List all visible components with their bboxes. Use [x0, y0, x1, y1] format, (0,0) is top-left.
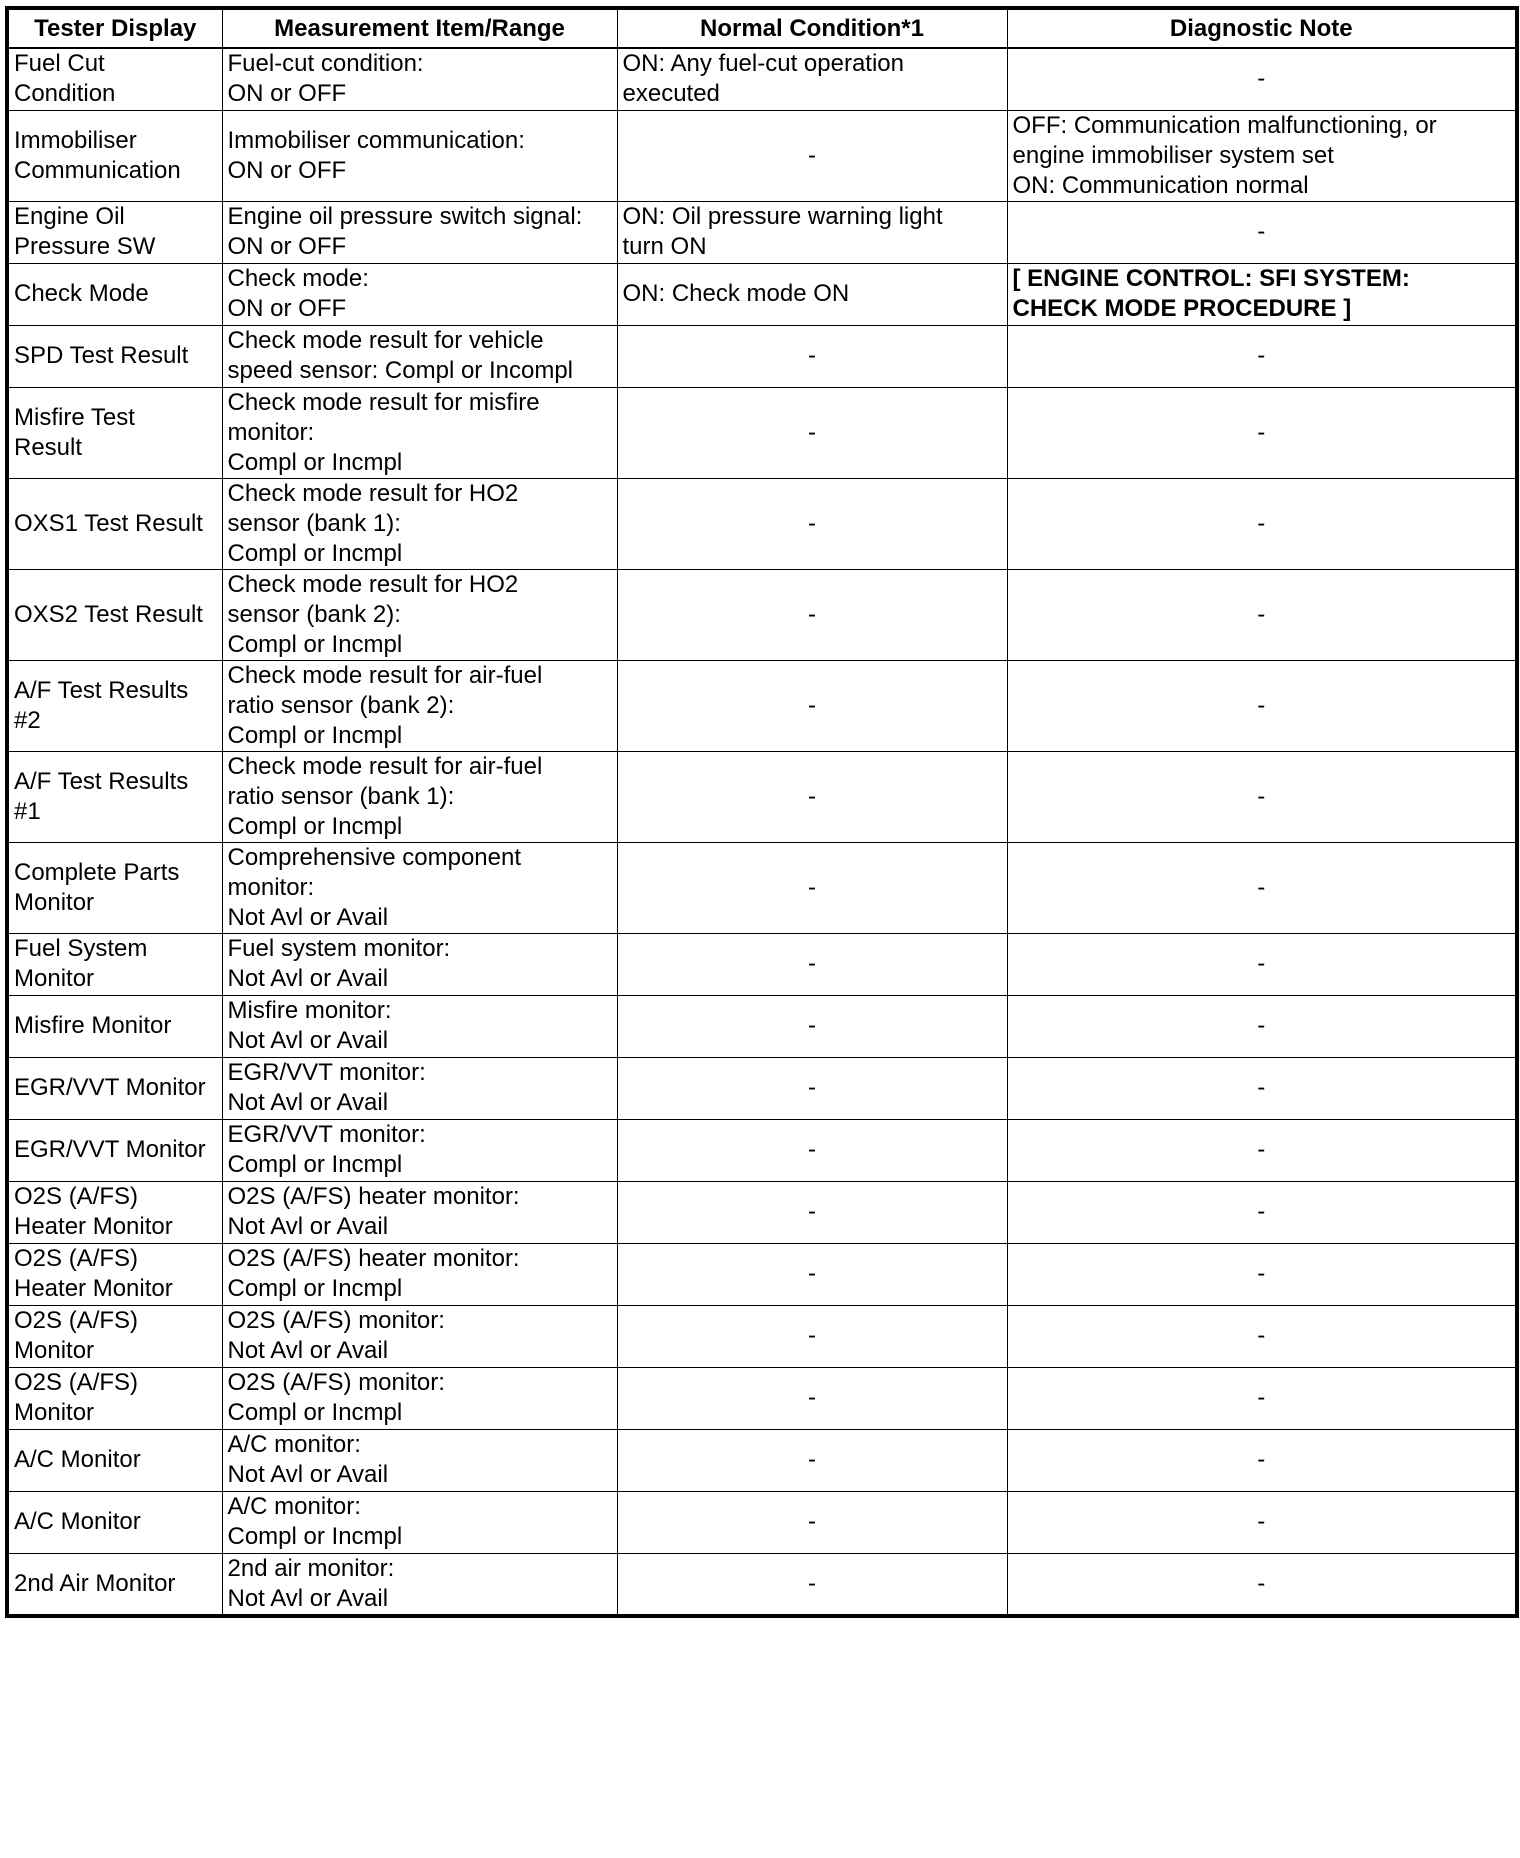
table-row — [7, 751, 1517, 842]
cell-tester-display: EGR/VVT Monitor — [7, 1119, 222, 1181]
cell-measurement-range: Check mode result for HO2 sensor (bank 2): Compl or Incmpl — [222, 569, 617, 660]
table-row — [7, 478, 1517, 569]
cell-normal-condition: - — [617, 933, 1007, 995]
cell-diagnostic-note: - — [1007, 1181, 1517, 1243]
data-list-table — [5, 6, 1519, 1618]
cell-normal-condition: ON: Check mode ON — [617, 263, 1007, 325]
cell-tester-display: Misfire Monitor — [7, 995, 222, 1057]
table-row — [7, 660, 1517, 751]
cell-normal-condition: - — [617, 110, 1007, 201]
cell-measurement-range: O2S (A/FS) heater monitor: Not Avl or Avail — [222, 1181, 617, 1243]
table-row — [7, 1553, 1517, 1616]
cell-measurement-range: Misfire monitor: Not Avl or Avail — [222, 995, 617, 1057]
table-row — [7, 1367, 1517, 1429]
cell-normal-condition: - — [617, 569, 1007, 660]
table-row — [7, 1181, 1517, 1243]
cell-normal-condition: - — [617, 995, 1007, 1057]
cell-measurement-range: Check mode: ON or OFF — [222, 263, 617, 325]
cell-normal-condition: - — [617, 478, 1007, 569]
cell-tester-display: O2S (A/FS) Heater Monitor — [7, 1181, 222, 1243]
cell-normal-condition: - — [617, 1367, 1007, 1429]
cell-normal-condition: - — [617, 387, 1007, 478]
cell-measurement-range: Check mode result for air-fuel ratio sensor (bank 2): Compl or Incmpl — [222, 660, 617, 751]
cell-diagnostic-note: - — [1007, 842, 1517, 933]
cell-normal-condition: - — [617, 751, 1007, 842]
cell-tester-display: OXS1 Test Result — [7, 478, 222, 569]
cell-measurement-range: Immobiliser communication: ON or OFF — [222, 110, 617, 201]
cell-tester-display: Fuel System Monitor — [7, 933, 222, 995]
cell-diagnostic-note: - — [1007, 1491, 1517, 1553]
cell-tester-display: O2S (A/FS) Monitor — [7, 1305, 222, 1367]
cell-diagnostic-note: - — [1007, 1057, 1517, 1119]
table-header — [7, 8, 1517, 48]
cell-diagnostic-note: - — [1007, 1553, 1517, 1616]
table-row — [7, 995, 1517, 1057]
cell-normal-condition: ON: Oil pressure warning light turn ON — [617, 201, 1007, 263]
cell-measurement-range: EGR/VVT monitor: Compl or Incmpl — [222, 1119, 617, 1181]
cell-measurement-range: O2S (A/FS) monitor: Compl or Incmpl — [222, 1367, 617, 1429]
cell-normal-condition: - — [617, 1491, 1007, 1553]
cell-tester-display: EGR/VVT Monitor — [7, 1057, 222, 1119]
cell-normal-condition: - — [617, 1305, 1007, 1367]
cell-tester-display: O2S (A/FS) Monitor — [7, 1367, 222, 1429]
table-row — [7, 1491, 1517, 1553]
cell-measurement-range: Check mode result for vehicle speed sensor: Compl or Incompl — [222, 325, 617, 387]
cell-normal-condition: - — [617, 1429, 1007, 1491]
cell-measurement-range: Fuel system monitor: Not Avl or Avail — [222, 933, 617, 995]
table-body — [7, 48, 1517, 1616]
cell-tester-display: Check Mode — [7, 263, 222, 325]
cell-tester-display: A/F Test Results #2 — [7, 660, 222, 751]
cell-diagnostic-note: - — [1007, 933, 1517, 995]
cell-diagnostic-note: - — [1007, 201, 1517, 263]
cell-tester-display: 2nd Air Monitor — [7, 1553, 222, 1616]
cell-tester-display: SPD Test Result — [7, 325, 222, 387]
header-measurement-item: Measurement Item/Range — [222, 8, 617, 48]
cell-normal-condition: - — [617, 660, 1007, 751]
cell-diagnostic-note: [ ENGINE CONTROL: SFI SYSTEM: CHECK MODE PROCEDURE ] — [1007, 263, 1517, 325]
cell-tester-display: A/C Monitor — [7, 1429, 222, 1491]
header-normal-condition: Normal Condition*1 — [617, 8, 1007, 48]
cell-diagnostic-note: - — [1007, 1243, 1517, 1305]
table-row — [7, 933, 1517, 995]
cell-diagnostic-note: - — [1007, 660, 1517, 751]
cell-normal-condition: ON: Any fuel-cut operation executed — [617, 48, 1007, 110]
cell-diagnostic-note: - — [1007, 325, 1517, 387]
cell-diagnostic-note: OFF: Communication malfunctioning, or engine immobiliser system set ON: Communication normal — [1007, 110, 1517, 201]
table-row — [7, 569, 1517, 660]
cell-normal-condition: - — [617, 842, 1007, 933]
table-row — [7, 325, 1517, 387]
cell-diagnostic-note: - — [1007, 478, 1517, 569]
cell-normal-condition: - — [617, 1119, 1007, 1181]
table-row — [7, 110, 1517, 201]
cell-measurement-range: Check mode result for HO2 sensor (bank 1): Compl or Incmpl — [222, 478, 617, 569]
cell-normal-condition: - — [617, 1553, 1007, 1616]
cell-diagnostic-note: - — [1007, 751, 1517, 842]
cell-tester-display: OXS2 Test Result — [7, 569, 222, 660]
cell-diagnostic-note: - — [1007, 569, 1517, 660]
cell-normal-condition: - — [617, 1243, 1007, 1305]
table-row — [7, 387, 1517, 478]
cell-measurement-range: Fuel-cut condition: ON or OFF — [222, 48, 617, 110]
header-diagnostic-note: Diagnostic Note — [1007, 8, 1517, 48]
table-row — [7, 1119, 1517, 1181]
cell-measurement-range: A/C monitor: Not Avl or Avail — [222, 1429, 617, 1491]
cell-tester-display: Misfire Test Result — [7, 387, 222, 478]
table-row — [7, 201, 1517, 263]
cell-normal-condition: - — [617, 325, 1007, 387]
cell-tester-display: Engine Oil Pressure SW — [7, 201, 222, 263]
cell-diagnostic-note: - — [1007, 1119, 1517, 1181]
table-row — [7, 1057, 1517, 1119]
cell-diagnostic-note: - — [1007, 1367, 1517, 1429]
cell-diagnostic-note: - — [1007, 48, 1517, 110]
cell-tester-display: Fuel Cut Condition — [7, 48, 222, 110]
cell-normal-condition: - — [617, 1057, 1007, 1119]
cell-measurement-range: Check mode result for air-fuel ratio sensor (bank 1): Compl or Incmpl — [222, 751, 617, 842]
table-row — [7, 48, 1517, 110]
cell-diagnostic-note: - — [1007, 1429, 1517, 1491]
data-list-sheet — [5, 6, 1515, 1618]
cell-diagnostic-note: - — [1007, 1305, 1517, 1367]
cell-measurement-range: A/C monitor: Compl or Incmpl — [222, 1491, 617, 1553]
cell-measurement-range: Engine oil pressure switch signal: ON or OFF — [222, 201, 617, 263]
cell-measurement-range: O2S (A/FS) heater monitor: Compl or Incmpl — [222, 1243, 617, 1305]
header-tester-display: Tester Display — [7, 8, 222, 48]
cell-tester-display: Complete Parts Monitor — [7, 842, 222, 933]
cell-tester-display: Immobiliser Communication — [7, 110, 222, 201]
table-row — [7, 1429, 1517, 1491]
header-row — [7, 8, 1517, 48]
cell-tester-display: O2S (A/FS) Heater Monitor — [7, 1243, 222, 1305]
cell-normal-condition: - — [617, 1181, 1007, 1243]
table-row — [7, 842, 1517, 933]
cell-tester-display: A/F Test Results #1 — [7, 751, 222, 842]
cell-measurement-range: EGR/VVT monitor: Not Avl or Avail — [222, 1057, 617, 1119]
table-row — [7, 1243, 1517, 1305]
cell-tester-display: A/C Monitor — [7, 1491, 222, 1553]
cell-diagnostic-note: - — [1007, 387, 1517, 478]
cell-measurement-range: O2S (A/FS) monitor: Not Avl or Avail — [222, 1305, 617, 1367]
cell-diagnostic-note: - — [1007, 995, 1517, 1057]
cell-measurement-range: 2nd air monitor: Not Avl or Avail — [222, 1553, 617, 1616]
cell-measurement-range: Comprehensive component monitor: Not Avl or Avail — [222, 842, 617, 933]
table-row — [7, 1305, 1517, 1367]
table-row — [7, 263, 1517, 325]
cell-measurement-range: Check mode result for misfire monitor: Compl or Incmpl — [222, 387, 617, 478]
